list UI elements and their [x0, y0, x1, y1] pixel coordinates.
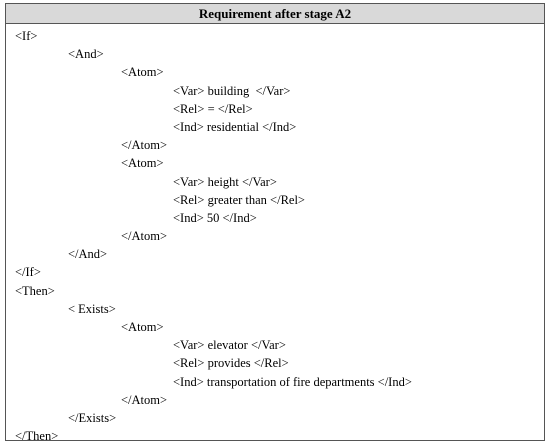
markup-line: </And> [68, 247, 108, 262]
markup-line: <Atom> [121, 156, 164, 171]
markup-line: < Exists> [68, 301, 116, 316]
markup-line: <Var> building </Var> [173, 83, 291, 98]
markup-line: <Then> [15, 283, 55, 298]
markup-line: <Rel> greater than </Rel> [173, 192, 305, 207]
table-title: Requirement after stage A2 [198, 6, 352, 21]
rule-markup-body [6, 24, 544, 445]
requirement-table [5, 3, 545, 444]
markup-line: <And> [68, 47, 104, 62]
markup-line: <Atom> [121, 320, 164, 334]
table-header [6, 4, 544, 24]
markup-line: </Then> [15, 429, 59, 444]
markup-line: </Atom> [121, 229, 168, 244]
markup-line: <Ind> 50 </Ind> [173, 210, 257, 225]
markup-line: <Var> elevator </Var> [173, 338, 286, 353]
markup-line: <Atom> [121, 65, 164, 80]
markup-line: <Rel> = </Rel> [173, 101, 253, 116]
markup-line: </Atom> [121, 138, 168, 153]
markup-line: <If> [15, 29, 38, 43]
markup-line: </Atom> [121, 392, 168, 407]
markup-line: </Exists> [68, 410, 117, 425]
markup-line: <Rel> provides </Rel> [173, 356, 289, 371]
markup-line: <Ind> transportation of fire departments </Ind> [173, 374, 412, 389]
markup-line: <Ind> residential </Ind> [173, 119, 297, 134]
markup-line: <Var> height </Var> [173, 174, 277, 189]
markup-line: </If> [15, 265, 41, 280]
